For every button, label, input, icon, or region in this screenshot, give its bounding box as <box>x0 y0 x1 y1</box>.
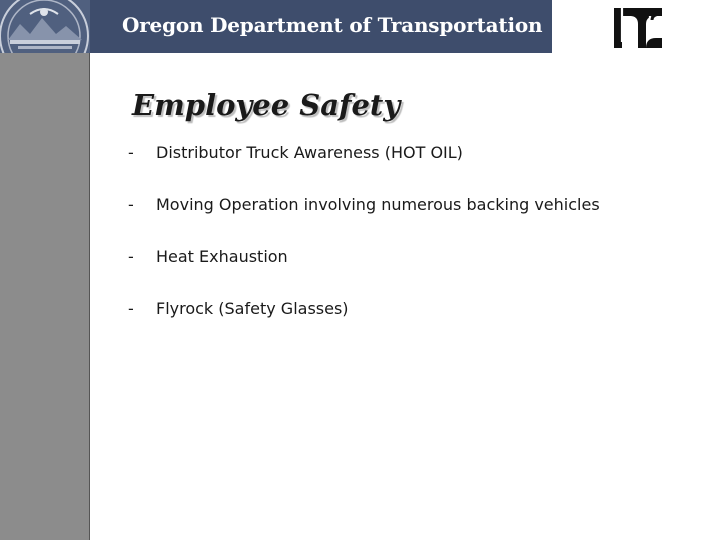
bullet-text: Distributor Truck Awareness (HOT OIL) <box>156 143 463 162</box>
bullet-dash: - <box>128 143 134 162</box>
bullet-dash: - <box>128 299 134 318</box>
list-item <box>128 140 600 192</box>
bullet-text: Flyrock (Safety Glasses) <box>156 299 349 318</box>
slide-title: Employee Safety <box>132 88 401 122</box>
bullet-dash: - <box>128 247 134 266</box>
list-item <box>128 244 600 296</box>
left-sidebar-bar <box>0 53 90 540</box>
organization-name: Oregon Department of Transportation <box>122 13 543 37</box>
oregon-state-seal-icon <box>0 0 90 53</box>
list-item <box>128 296 600 348</box>
header-band <box>0 0 552 53</box>
bullet-text: Heat Exhaustion <box>156 247 288 266</box>
bullet-text: Moving Operation involving numerous backing vehicles <box>156 195 600 214</box>
list-item <box>128 192 600 244</box>
odot-logo-icon <box>612 4 666 50</box>
bullet-dash: - <box>128 195 134 214</box>
bullet-list <box>128 140 600 348</box>
